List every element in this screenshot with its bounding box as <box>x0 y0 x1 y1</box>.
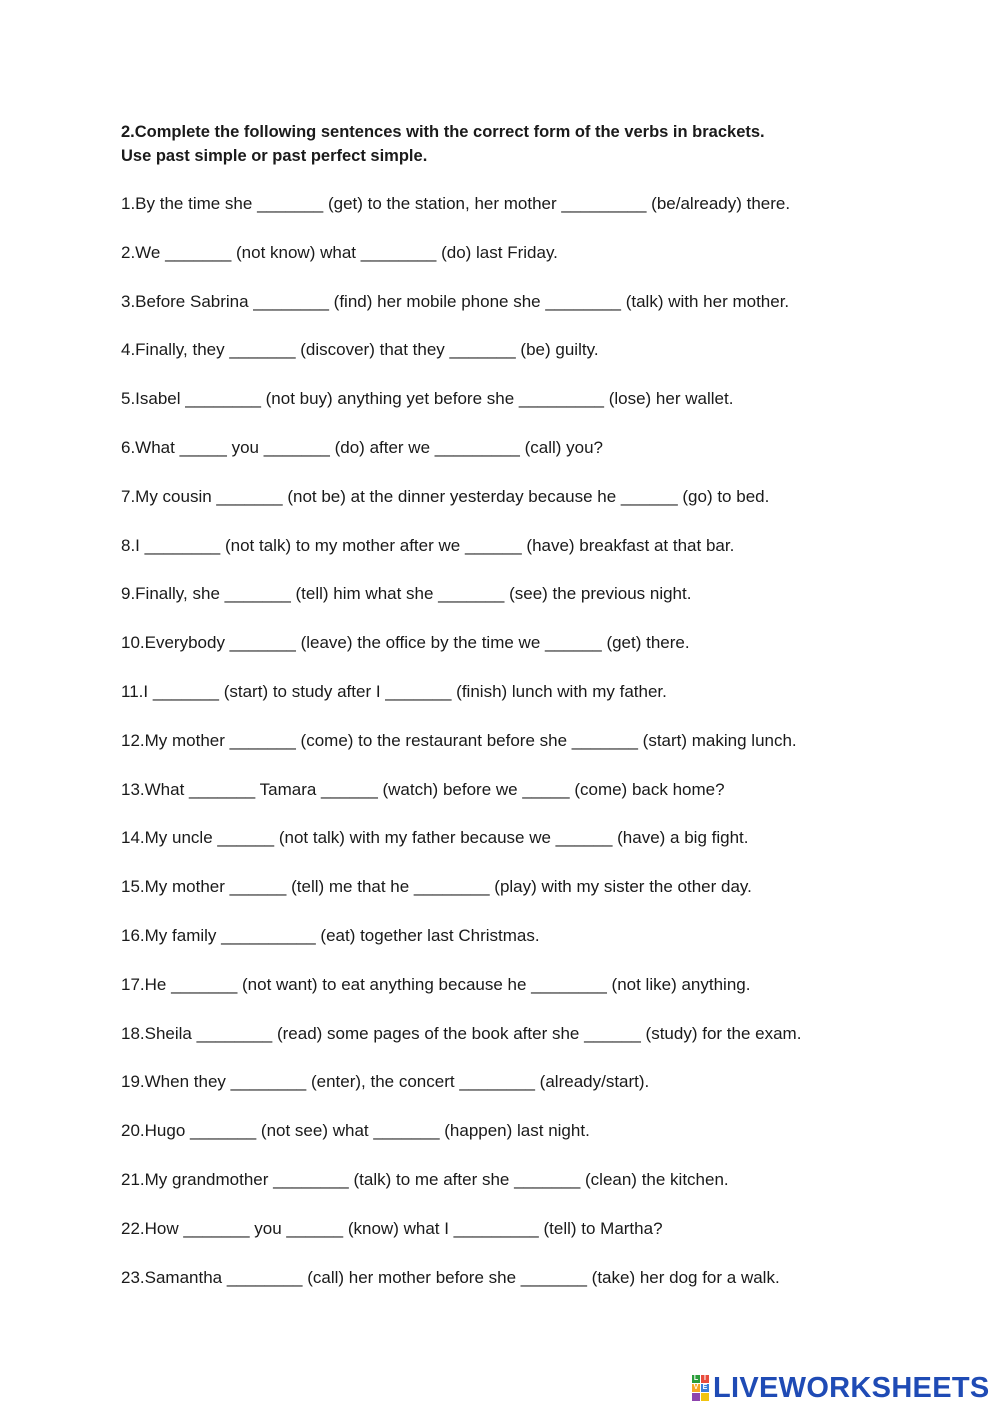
logo-mark-cell <box>692 1393 700 1401</box>
logo-mark-cell: I <box>701 1375 709 1383</box>
exercise-item-11: 11.I _______ (start) to study after I _______ (finish) lunch with my father. <box>121 681 667 701</box>
exercise-item-4: 4.Finally, they _______ (discover) that they _______ (be) guilty. <box>121 340 599 360</box>
exercise-item-12: 12.My mother _______ (come) to the restaurant before she _______ (start) making lunch. <box>121 730 797 750</box>
exercise-item-18: 18.Sheila ________ (read) some pages of the book after she ______ (study) for the exam. <box>121 1023 802 1043</box>
exercise-item-8: 8.I ________ (not talk) to my mother after we ______ (have) breakfast at that bar. <box>121 535 735 555</box>
liveworksheets-logo-text: LIVEWORKSHEETS <box>713 1371 990 1404</box>
exercise-item-20: 20.Hugo _______ (not see) what _______ (happen) last night. <box>121 1121 590 1141</box>
logo-mark-cell: L <box>693 1375 699 1382</box>
exercise-item-7: 7.My cousin _______ (not be) at the dinner yesterday because he ______ (go) to bed. <box>121 486 770 506</box>
liveworksheets-logo <box>692 1372 990 1404</box>
exercise-item-16: 16.My family __________ (eat) together last Christmas. <box>121 925 540 945</box>
exercise-item-15: 15.My mother ______ (tell) me that he ________ (play) with my sister the other day. <box>121 877 752 897</box>
exercise-item-6: 6.What _____ you _______ (do) after we _________ (call) you? <box>121 437 603 457</box>
exercise-item-5: 5.Isabel ________ (not buy) anything yet before she _________ (lose) her wallet. <box>121 389 734 409</box>
instructions-line-2: Use past simple or past perfect simple. <box>121 147 428 165</box>
exercise-list <box>121 192 981 1314</box>
liveworksheets-logo-icon <box>692 1375 709 1401</box>
exercise-item-1: 1.By the time she _______ (get) to the station, her mother _________ (be/already) there. <box>121 194 791 213</box>
exercise-item-19: 19.When they ________ (enter), the concert ________ (already/start). <box>121 1072 650 1092</box>
exercise-item-22: 22.How _______ you ______ (know) what I _________ (tell) to Martha? <box>121 1218 663 1238</box>
exercise-item-2: 2.We _______ (not know) what ________ (do) last Friday. <box>121 242 558 262</box>
exercise-item-23: 23.Samantha ________ (call) her mother before she _______ (take) her dog for a walk. <box>121 1267 780 1287</box>
logo-mark-cell: V <box>693 1384 699 1391</box>
exercise-item-17: 17.He _______ (not want) to eat anything because he ________ (not like) anything. <box>121 974 751 994</box>
exercise-item-10: 10.Everybody _______ (leave) the office by the time we ______ (get) there. <box>121 633 690 653</box>
instructions-line-1: 2.Complete the following sentences with the correct form of the verbs in brackets. <box>121 123 765 141</box>
exercise-item-9: 9.Finally, she _______ (tell) him what she _______ (see) the previous night. <box>121 584 692 604</box>
exercise-item-13: 13.What _______ Tamara ______ (watch) before we _____ (come) back home? <box>121 779 725 799</box>
logo-mark-cell <box>701 1393 709 1401</box>
instructions-heading <box>121 120 921 168</box>
logo-mark-cell: E <box>702 1384 708 1391</box>
exercise-item-21: 21.My grandmother ________ (talk) to me after she _______ (clean) the kitchen. <box>121 1169 729 1189</box>
exercise-item-3: 3.Before Sabrina ________ (find) her mobile phone she ________ (talk) with her mother. <box>121 291 790 311</box>
exercise-item-14: 14.My uncle ______ (not talk) with my father because we ______ (have) a big fight. <box>121 828 749 848</box>
